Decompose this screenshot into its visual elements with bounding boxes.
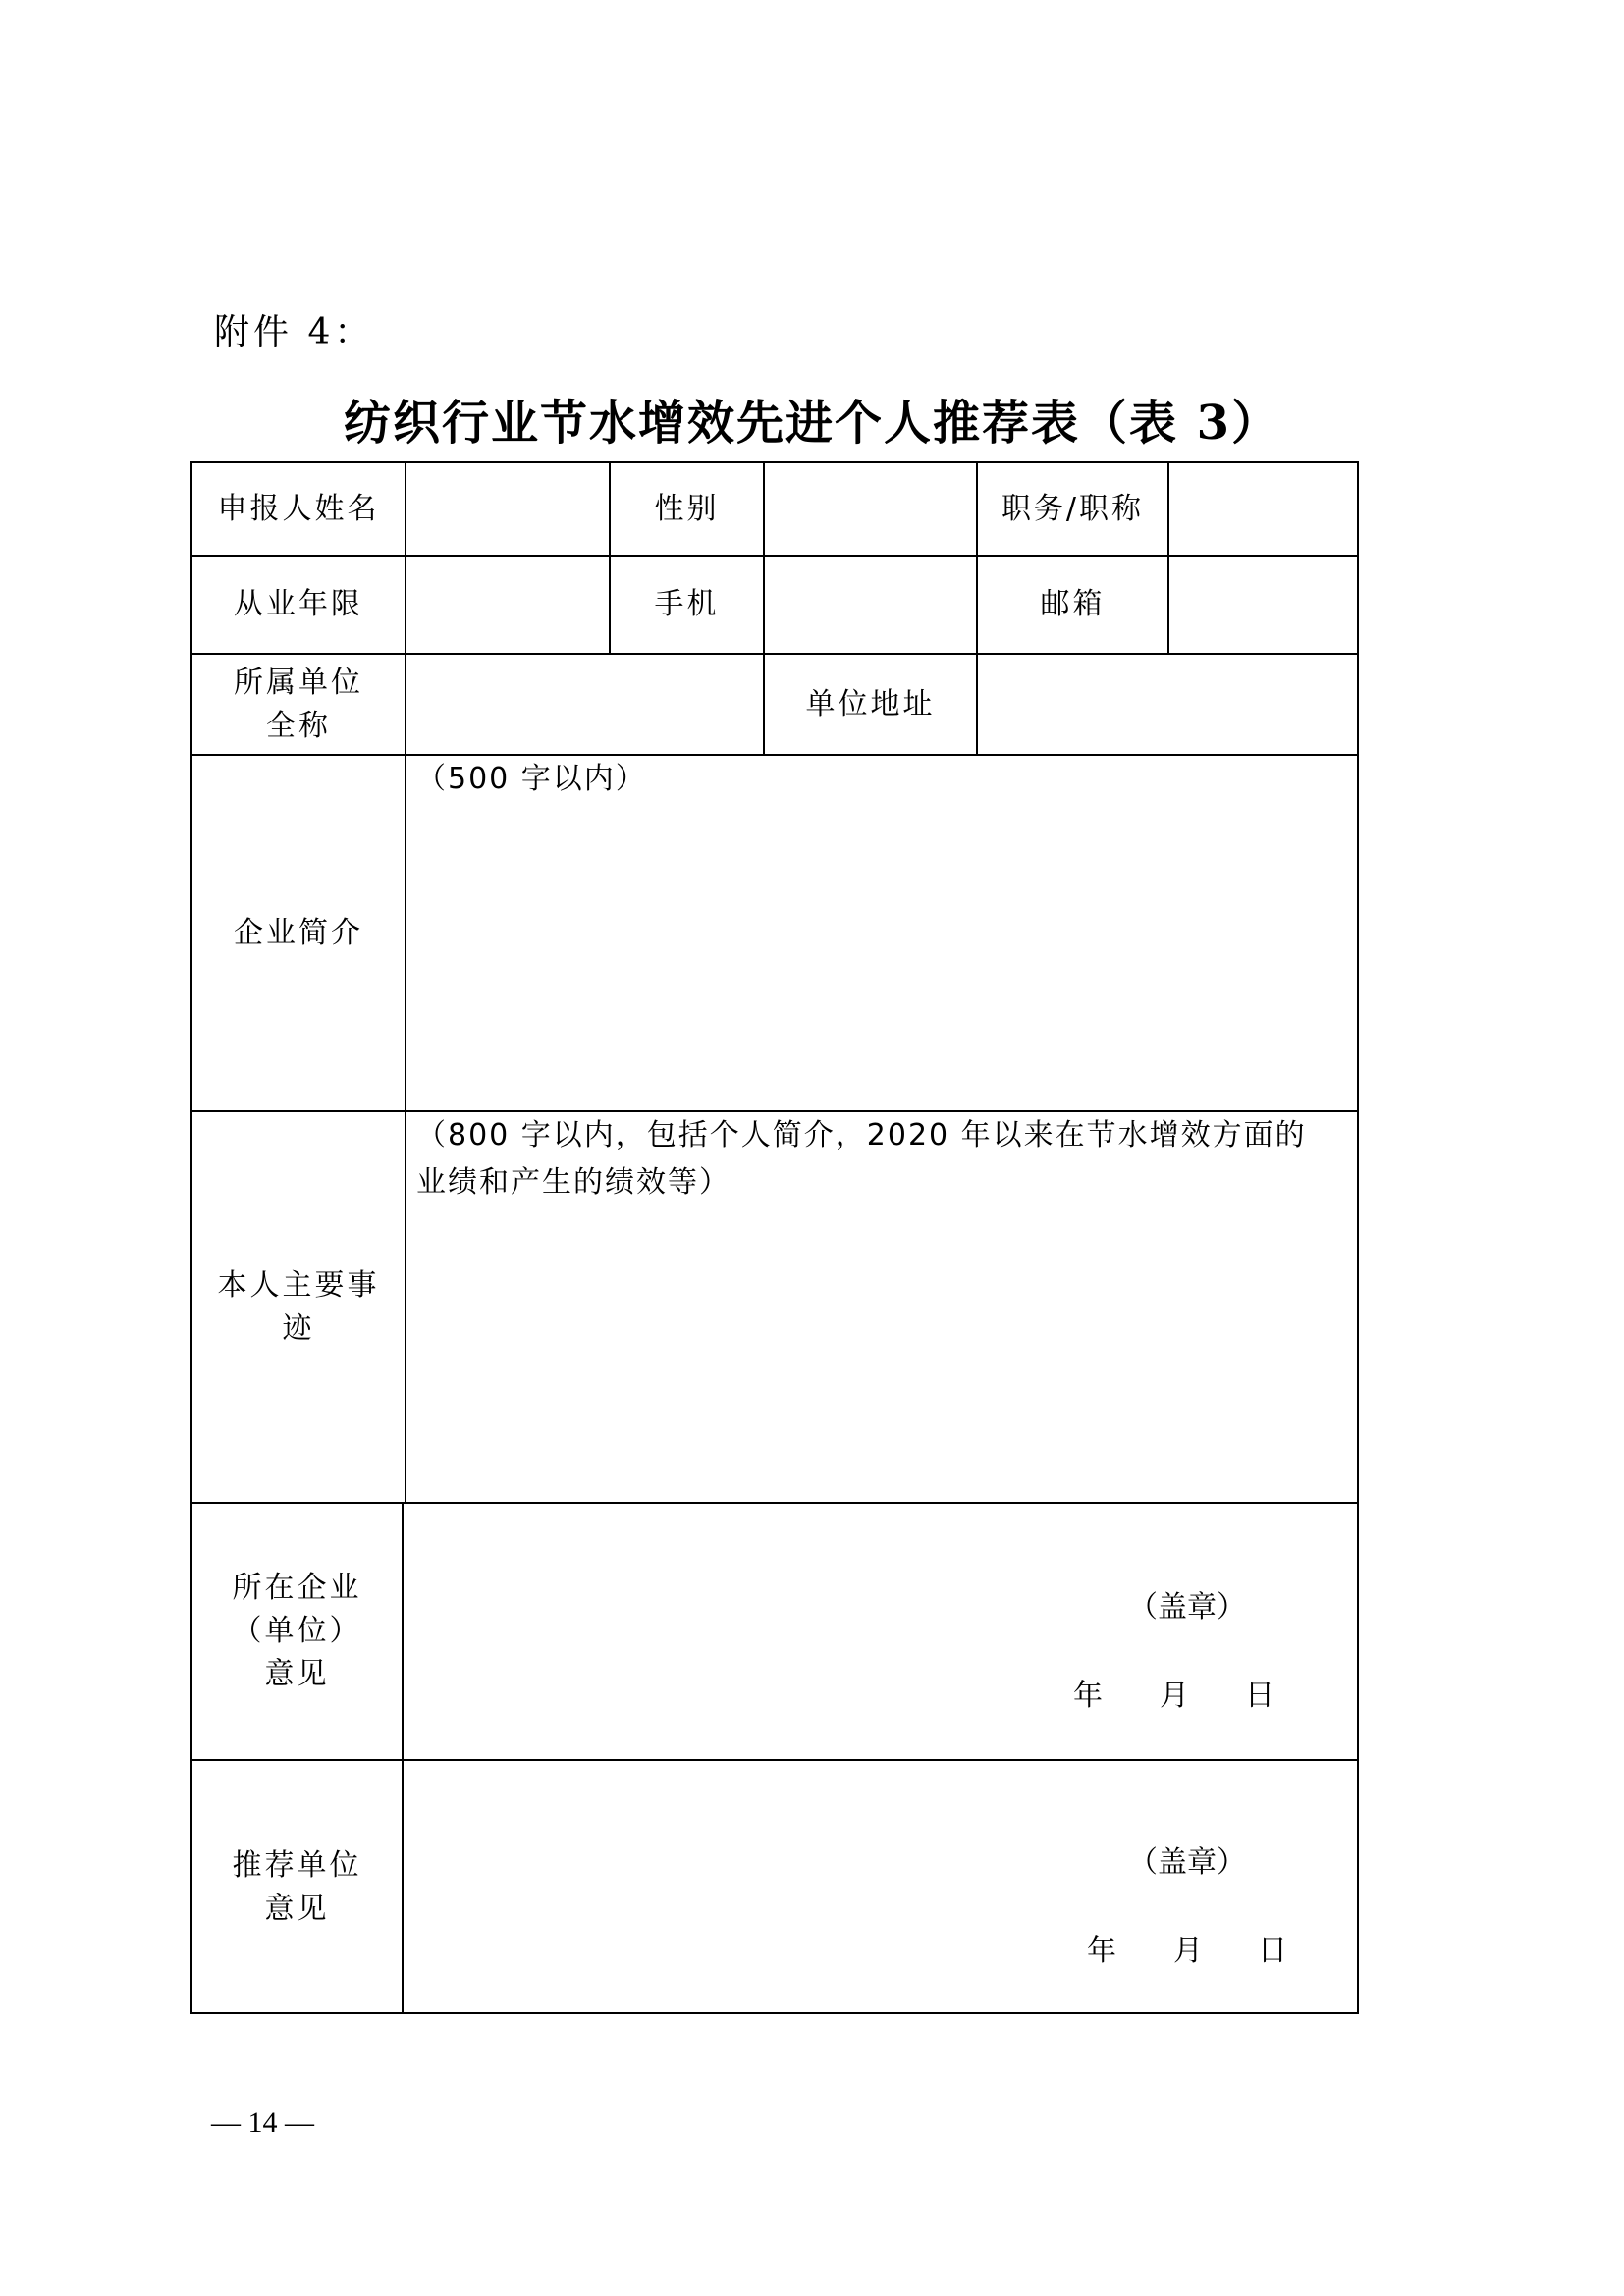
company-date-year: 年 [1073,1679,1103,1713]
company-stamp-label: （盖章） [1128,1590,1246,1625]
recommendation-form-table [190,461,1359,2014]
achievements-label: 本人主要事 迹 [217,1267,380,1346]
unit-full-name-label: 所属单位 全称 [234,665,363,743]
applicant-name-field[interactable] [406,463,609,555]
recommender-date-day: 日 [1258,1934,1287,1968]
achievements-hint: （800 字以内，包括个人简介，2020 年以来在节水增效方面的 业绩和产生的绩效等） [416,1118,1307,1200]
company-opinion-field[interactable] [404,1504,1359,1759]
company-date-day: 日 [1245,1679,1274,1713]
unit-address-label: 单位地址 [805,686,936,721]
achievements-field[interactable] [406,1112,1359,1502]
recommender-date-month: 月 [1173,1934,1203,1968]
company-intro-hint: （500 字以内） [416,762,647,796]
unit-full-name-field[interactable] [406,655,763,754]
attachment-label: 附件 4： [214,312,374,352]
company-date-month: 月 [1160,1679,1189,1713]
unit-address-field[interactable] [978,655,1359,754]
years-in-industry-field[interactable] [406,557,609,653]
years-in-industry-label: 从业年限 [234,587,363,621]
company-opinion-label: 所在企业 （单位） 意见 [232,1571,362,1691]
recommender-date-year: 年 [1087,1934,1116,1968]
page-number: — 14 — [211,2107,314,2139]
position-title-label: 职务/职称 [1001,491,1145,526]
email-label: 邮箱 [1040,587,1106,621]
company-intro-label: 企业简介 [234,915,363,950]
recommender-stamp-label: （盖章） [1128,1845,1246,1880]
recommender-opinion-field[interactable] [404,1761,1359,2014]
gender-field[interactable] [765,463,976,555]
applicant-name-label: 申报人姓名 [217,491,380,526]
phone-field[interactable] [765,557,976,653]
phone-label: 手机 [654,587,720,621]
page-title: 纺织行业节水增效先进个人推荐表（表 3） [343,396,1281,451]
position-title-field[interactable] [1169,463,1359,555]
recommender-opinion-label: 推荐单位 意见 [232,1848,362,1926]
company-intro-field[interactable] [406,756,1359,1110]
email-field[interactable] [1169,557,1359,653]
gender-label: 性别 [654,491,720,526]
